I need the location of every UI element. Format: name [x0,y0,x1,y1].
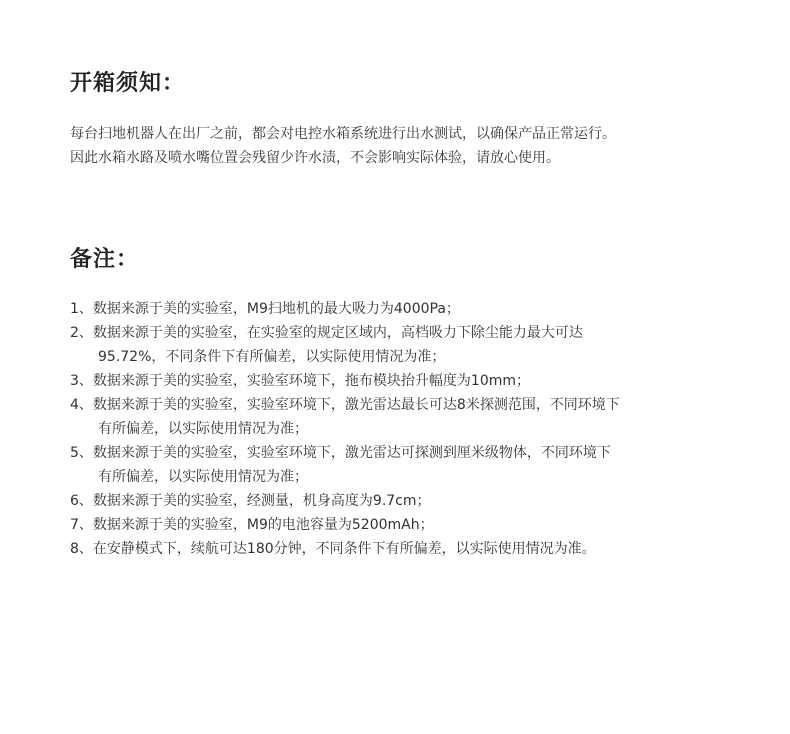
note-item-7: 7、数据来源于美的实验室，M9的电池容量为5200mAh； [70,517,434,533]
note-item-2-continuation: 95.72%，不同条件下有所偏差，以实际使用情况为准； [98,349,446,365]
note-item-5: 5、数据来源于美的实验室，实验室环境下，激光雷达可探测到厘米级物体，不同环境下 [70,445,611,461]
note-item-5-continuation: 有所偏差，以实际使用情况为准； [98,469,308,485]
notes-list [70,297,760,561]
note-item-1: 1、数据来源于美的实验室，M9扫地机的最大吸力为4000Pa； [70,301,460,317]
unboxing-line: 因此水箱水路及喷水嘴位置会残留少许水渍，不会影响实际体验，请放心使用。 [70,150,560,166]
note-item-3: 3、数据来源于美的实验室，实验室环境下，拖布模块抬升幅度为10mm； [70,373,530,389]
note-item-8: 8、在安静模式下，续航可达180分钟，不同条件下有所偏差，以实际使用情况为准。 [70,541,596,557]
notes-title: 备注： [70,247,140,272]
unboxing-paragraph [70,122,760,170]
note-item-4: 4、数据来源于美的实验室，实验室环境下，激光雷达最长可达8米探测范围，不同环境下 [70,397,620,413]
unboxing-line: 每台扫地机器人在出厂之前，都会对电控水箱系统进行出水测试，以确保产品正常运行。 [70,126,616,142]
note-item-4-continuation: 有所偏差，以实际使用情况为准； [98,421,308,437]
notes-section [70,244,760,561]
unboxing-section [70,68,760,170]
unboxing-title: 开箱须知： [70,71,186,96]
note-item-6: 6、数据来源于美的实验室，经测量，机身高度为9.7cm； [70,493,431,509]
note-item-2: 2、数据来源于美的实验室，在实验室的规定区域内，高档吸力下除尘能力最大可达 [70,325,583,341]
